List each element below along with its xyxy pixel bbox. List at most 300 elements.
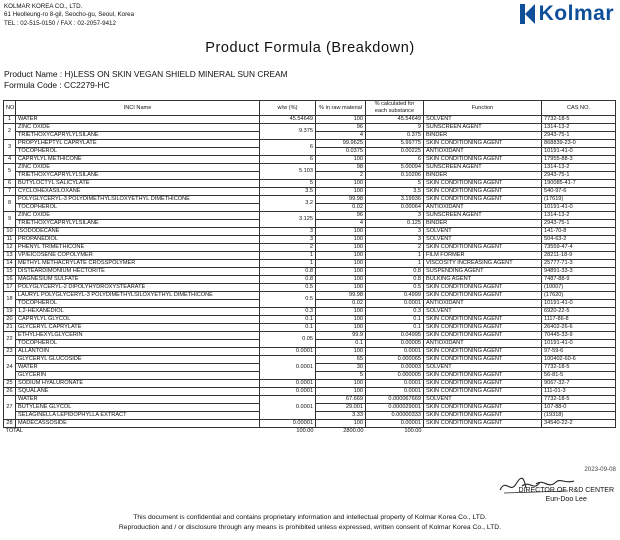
inci-name-cell: SODIUM HYALURONATE	[16, 380, 260, 388]
cas-cell: 111-01-3	[542, 388, 616, 396]
signature-block	[518, 486, 614, 504]
ww-cell: 45.54649	[260, 116, 316, 124]
formula-code: Formula Code : CC2279-HC	[4, 79, 110, 90]
table-body	[4, 116, 616, 436]
table-row	[4, 356, 616, 364]
calc-percent-cell: 0.4999	[366, 292, 424, 300]
table-row	[4, 236, 616, 244]
function-cell: SKIN CONDITIONING AGENT	[424, 180, 542, 188]
calc-percent-cell: 9	[366, 124, 424, 132]
ww-cell: 0.0001	[260, 356, 316, 380]
cas-cell: 6920-22-5	[542, 308, 616, 316]
confidentiality-footer	[0, 513, 620, 533]
function-cell: SKIN CONDITIONING AGENT	[424, 372, 542, 380]
kolmar-logo-icon	[520, 4, 535, 24]
cas-cell: 94891-33-3	[542, 268, 616, 276]
cas-cell: 2943-75-1	[542, 132, 616, 140]
cas-cell: 100402-60-6	[542, 356, 616, 364]
director-title: DIRECTOR OF R&D CENTER	[518, 487, 614, 494]
raw-percent-cell: 100	[316, 284, 366, 292]
inci-name-cell: GLYCERYL CAPRYLATE	[16, 324, 260, 332]
product-name: Product Name : H)LESS ON SKIN VEGAN SHIELD MINERAL SUN CREAM	[4, 69, 288, 79]
inci-name-cell: VP/EICOSENE COPOLYMER	[16, 252, 260, 260]
cas-cell: 2943-75-1	[542, 220, 616, 228]
col-cas: CAS NO.	[542, 101, 616, 116]
function-cell: SUNSCREEN AGENT	[424, 164, 542, 172]
table-row	[4, 420, 616, 428]
raw-percent-cell: 100	[316, 348, 366, 356]
ww-cell: 5.103	[260, 164, 316, 180]
cas-cell: (17620)	[542, 292, 616, 300]
row-no: 5	[4, 164, 16, 180]
inci-name-cell: WATER	[16, 364, 260, 372]
table-row	[4, 348, 616, 356]
calc-percent-cell: 0.00000333	[366, 412, 424, 420]
row-no: 19	[4, 308, 16, 316]
cas-cell: 7487-88-9	[542, 276, 616, 284]
calc-percent-cell: 3.19936	[366, 196, 424, 204]
cas-cell: 34540-22-2	[542, 420, 616, 428]
total-row	[4, 428, 616, 436]
inci-name-cell: SELAGINELLA LEPIDOPHYLLA EXTRACT	[16, 412, 260, 420]
function-cell: SKIN CONDITIONING AGENT	[424, 316, 542, 324]
calc-percent-cell: 0.8	[366, 276, 424, 284]
function-cell: SKIN CONDITIONING AGENT	[424, 324, 542, 332]
table-row	[4, 292, 616, 300]
ww-cell: 0.1	[260, 324, 316, 332]
cas-cell: (19318)	[542, 412, 616, 420]
total-ww: 100.00	[296, 428, 314, 435]
inci-name-cell: POLYGLYCERYL-3 POLYDIMETHYLSILOXYETHYL DIMETHICONE	[16, 196, 260, 204]
calc-percent-cell: 0.000065	[366, 356, 424, 364]
ww-cell: 6	[260, 156, 316, 164]
calc-percent-cell: 0.375	[366, 132, 424, 140]
function-cell: VISCOSITY INCREASING AGENT	[424, 260, 542, 268]
function-cell: BINDER	[424, 220, 542, 228]
raw-percent-cell: 4	[316, 220, 366, 228]
row-no: 17	[4, 284, 16, 292]
total-empty	[424, 428, 616, 436]
calc-percent-cell: 0.8	[366, 268, 424, 276]
table-row	[4, 324, 616, 332]
inci-name-cell: ISODODECANE	[16, 228, 260, 236]
cas-cell: 2943-75-1	[542, 172, 616, 180]
row-no: 28	[4, 420, 16, 428]
raw-percent-cell: 99.9625	[316, 140, 366, 148]
inci-name-cell: ALLANTOIN	[16, 348, 260, 356]
inci-name-cell: PHENYL TRIMETHICONE	[16, 244, 260, 252]
row-no: 2	[4, 124, 16, 140]
ww-cell: 0.3	[260, 308, 316, 316]
raw-percent-cell: 0.02	[316, 300, 366, 308]
function-cell: SKIN CONDITIONING AGENT	[424, 404, 542, 412]
raw-percent-cell: 29.001	[316, 404, 366, 412]
inci-name-cell: TOCOPHEROL	[16, 300, 260, 308]
raw-percent-cell: 2	[316, 172, 366, 180]
director-name: Eun-Doo Lee	[545, 496, 587, 503]
function-cell: SOLVENT	[424, 364, 542, 372]
calc-percent-cell: 3	[366, 212, 424, 220]
inci-name-cell: TRIETHOXYCAPRYLYLSILANE	[16, 172, 260, 180]
calc-percent-cell: 3	[366, 228, 424, 236]
cas-cell: 10191-41-0	[542, 340, 616, 348]
calc-percent-cell: 5.99775	[366, 140, 424, 148]
function-cell: BULKING AGENT	[424, 276, 542, 284]
page-title: Product Formula (Breakdown)	[205, 40, 415, 56]
ww-cell: 0.05	[260, 332, 316, 348]
function-cell: SKIN CONDITIONING AGENT	[424, 188, 542, 196]
inci-name-cell: PROPANEDIOL	[16, 236, 260, 244]
function-cell: SUSPENDING AGENT	[424, 268, 542, 276]
cas-cell: (17619)	[542, 196, 616, 204]
calc-percent-cell: 0.04995	[366, 332, 424, 340]
cas-cell: 1314-13-2	[542, 164, 616, 172]
calc-percent-cell: 0.00005	[366, 340, 424, 348]
footer-line-2: Reproduction and / or disclosure through any means is prohibited unless expressed, written consent of Kolmar Korea Co., LTD.	[118, 524, 502, 531]
table-row	[4, 164, 616, 172]
calc-percent-cell: 0.1	[366, 324, 424, 332]
cas-cell: 1117-86-8	[542, 316, 616, 324]
function-cell: SKIN CONDITIONING AGENT	[424, 412, 542, 420]
ww-cell: 0.1	[260, 316, 316, 324]
ww-cell: 0.00001	[260, 420, 316, 428]
table-row	[4, 396, 616, 404]
function-cell: SKIN CONDITIONING AGENT	[424, 244, 542, 252]
raw-percent-cell: 100	[316, 156, 366, 164]
ww-cell: 0.0001	[260, 388, 316, 396]
calc-percent-cell: 0.125	[366, 220, 424, 228]
total-label: TOTAL	[5, 428, 24, 435]
row-no: 24	[4, 356, 16, 380]
raw-percent-cell: 100	[316, 252, 366, 260]
inci-name-cell: WATER	[16, 116, 260, 124]
ww-cell: 0.5	[260, 292, 316, 308]
raw-percent-cell: 100	[316, 116, 366, 124]
table-row	[4, 308, 616, 316]
inci-name-cell: TOCOPHEROL	[16, 204, 260, 212]
raw-percent-cell: 100	[316, 228, 366, 236]
inci-name-cell: CAPRYLYL GLYCOL	[16, 316, 260, 324]
function-cell: ANTIOXIDANT	[424, 148, 542, 156]
cas-cell: 9067-32-7	[542, 380, 616, 388]
ww-cell: 3	[260, 236, 316, 244]
raw-percent-cell: 100	[316, 244, 366, 252]
inci-name-cell: POLYGLYCERYL-2 DIPOLYHYDROXYSTEARATE	[16, 284, 260, 292]
calc-percent-cell: 3	[366, 236, 424, 244]
inci-name-cell: ETHYLHEXYLGLYCERIN	[16, 332, 260, 340]
cas-cell: 7732-18-5	[542, 116, 616, 124]
inci-name-cell: TOCOPHEROL	[16, 340, 260, 348]
row-no: 18	[4, 292, 16, 308]
table-row	[4, 260, 616, 268]
company-contact: TEL : 02-515-0150 / FAX : 02-2057-9412	[4, 19, 116, 27]
table-row	[4, 268, 616, 276]
inci-name-cell: DISTEARDIMONIUM HECTORITE	[16, 268, 260, 276]
cas-cell: 10191-41-0	[542, 148, 616, 156]
inci-name-cell: TRIETHOXYCAPRYLYLSILANE	[16, 132, 260, 140]
calc-percent-cell: 2	[366, 244, 424, 252]
function-cell: SOLVENT	[424, 396, 542, 404]
cas-cell: 504-63-2	[542, 236, 616, 244]
raw-percent-cell: 0.0375	[316, 148, 366, 156]
function-cell: SKIN CONDITIONING AGENT	[424, 140, 542, 148]
calc-percent-cell: 0.00225	[366, 148, 424, 156]
row-no: 8	[4, 196, 16, 212]
row-no: 20	[4, 316, 16, 324]
cas-cell: 7732-18-5	[542, 396, 616, 404]
footer-line-1: This document is confidential and contains proprietary information and intellectual property of Kolmar Korea Co., LTD.	[133, 514, 487, 521]
inci-name-cell: ZINC OXIDE	[16, 212, 260, 220]
function-cell: SKIN CONDITIONING AGENT	[424, 196, 542, 204]
col-calc: % calculated for each substance	[366, 101, 424, 116]
cas-cell: 190085-41-7	[542, 180, 616, 188]
raw-percent-cell: 0.1	[316, 340, 366, 348]
function-cell: SKIN CONDITIONING AGENT	[424, 292, 542, 300]
raw-percent-cell: 100	[316, 380, 366, 388]
row-no: 26	[4, 388, 16, 396]
ww-cell: 3.125	[260, 212, 316, 228]
cas-cell: 26402-26-6	[542, 324, 616, 332]
calc-percent-cell: 0.00064	[366, 204, 424, 212]
cas-cell: 1314-13-2	[542, 212, 616, 220]
table-header-row	[4, 101, 616, 116]
function-cell: SKIN CONDITIONING AGENT	[424, 388, 542, 396]
calc-percent-cell: 1	[366, 260, 424, 268]
inci-name-cell: SQUALANE	[16, 388, 260, 396]
raw-percent-cell: 65	[316, 356, 366, 364]
col-no: NO	[4, 101, 16, 116]
row-no: 14	[4, 260, 16, 268]
company-name: KOLMAR KOREA CO., LTD.	[4, 3, 83, 10]
function-cell: SOLVENT	[424, 236, 542, 244]
cas-cell: 107-88-0	[542, 404, 616, 412]
row-no: 3	[4, 140, 16, 156]
table-row	[4, 252, 616, 260]
calc-percent-cell: 0.0001	[366, 348, 424, 356]
table-row	[4, 196, 616, 204]
cas-cell: 1314-13-2	[542, 124, 616, 132]
row-no: 4	[4, 156, 16, 164]
calc-percent-cell: 1	[366, 252, 424, 260]
function-cell: BINDER	[424, 132, 542, 140]
cas-cell: 10191-41-0	[542, 204, 616, 212]
table-row	[4, 188, 616, 196]
inci-name-cell: GLYCERYL GLUCOSIDE	[16, 356, 260, 364]
raw-percent-cell: 67.669	[316, 396, 366, 404]
row-no: 16	[4, 276, 16, 284]
calc-percent-cell: 0.000067669	[366, 396, 424, 404]
ww-cell: 9.375	[260, 124, 316, 140]
calc-percent-cell: 0.10206	[366, 172, 424, 180]
table-row	[4, 124, 616, 132]
calc-percent-cell: 0.000029001	[366, 404, 424, 412]
inci-name-cell: ZINC OXIDE	[16, 164, 260, 172]
calc-percent-cell: 0.00001	[366, 420, 424, 428]
row-no: 12	[4, 244, 16, 252]
calc-percent-cell: 45.54649	[366, 116, 424, 124]
inci-name-cell: GLYCERIN	[16, 372, 260, 380]
table-row	[4, 140, 616, 148]
raw-percent-cell: 100	[316, 268, 366, 276]
row-no: 25	[4, 380, 16, 388]
cas-cell: 10191-41-0	[542, 300, 616, 308]
table-row	[4, 212, 616, 220]
table-row	[4, 332, 616, 340]
inci-name-cell: TOCOPHEROL	[16, 148, 260, 156]
cas-cell: 868839-23-0	[542, 140, 616, 148]
formula-table	[3, 100, 616, 435]
raw-percent-cell: 99.98	[316, 196, 366, 204]
function-cell: SUNSCREEN AGENT	[424, 212, 542, 220]
table-row	[4, 116, 616, 124]
function-cell: SKIN CONDITIONING AGENT	[424, 356, 542, 364]
inci-name-cell: BUTYLENE GLYCOL	[16, 404, 260, 412]
function-cell: SKIN CONDITIONING AGENT	[424, 284, 542, 292]
raw-percent-cell: 98	[316, 164, 366, 172]
row-no: 11	[4, 236, 16, 244]
raw-percent-cell: 5	[316, 372, 366, 380]
inci-name-cell: 1,2-HEXANEDIOL	[16, 308, 260, 316]
col-ww: w/w (%)	[260, 101, 316, 116]
row-no: 15	[4, 268, 16, 276]
cas-cell: 17955-88-3	[542, 156, 616, 164]
cas-cell: 56-81-5	[542, 372, 616, 380]
calc-percent-cell: 0.0001	[366, 388, 424, 396]
raw-percent-cell: 4	[316, 132, 366, 140]
ww-cell: 2	[260, 244, 316, 252]
calc-percent-cell: 0.0001	[366, 300, 424, 308]
function-cell: SKIN CONDITIONING AGENT	[424, 420, 542, 428]
function-cell: ANTIOXIDANT	[424, 300, 542, 308]
raw-percent-cell: 100	[316, 308, 366, 316]
raw-percent-cell: 99.9	[316, 332, 366, 340]
function-cell: SKIN CONDITIONING AGENT	[424, 348, 542, 356]
ww-cell: 0.8	[260, 276, 316, 284]
table-row	[4, 316, 616, 324]
raw-percent-cell: 30	[316, 364, 366, 372]
ww-cell: 3	[260, 228, 316, 236]
row-no: 10	[4, 228, 16, 236]
ww-cell: 0.0001	[260, 396, 316, 420]
function-cell: FILM FORMER	[424, 252, 542, 260]
ww-cell: 1	[260, 252, 316, 260]
table-row	[4, 180, 616, 188]
col-function: Function	[424, 101, 542, 116]
calc-percent-cell: 0.1	[366, 316, 424, 324]
function-cell: SKIN CONDITIONING AGENT	[424, 380, 542, 388]
raw-percent-cell: 100	[316, 324, 366, 332]
inci-name-cell: MAGNESIUM SULFATE	[16, 276, 260, 284]
company-address: 61 Heolleung-ro 8-gil, Seocho-gu, Seoul, Korea	[4, 11, 135, 19]
calc-percent-cell: 5.00094	[366, 164, 424, 172]
table-row	[4, 228, 616, 236]
inci-name-cell: PROPYLHEPTYL CAPRYLATE	[16, 140, 260, 148]
function-cell: SUNSCREEN AGENT	[424, 124, 542, 132]
cas-cell: 540-97-6	[542, 188, 616, 196]
calc-percent-cell: 0.00003	[366, 364, 424, 372]
inci-name-cell: BUTYLOCTYL SALICYLATE	[16, 180, 260, 188]
ww-cell: 0.0001	[260, 380, 316, 388]
inci-name-cell: METHYL METHACRYLATE CROSSPOLYMER	[16, 260, 260, 268]
row-no: 27	[4, 396, 16, 420]
cas-cell: 73559-47-4	[542, 244, 616, 252]
document-date: 2023-09-08	[584, 466, 616, 473]
calc-percent-cell: 3.5	[366, 188, 424, 196]
calc-percent-cell: 0.0001	[366, 380, 424, 388]
table-row	[4, 284, 616, 292]
function-cell: BINDER	[424, 172, 542, 180]
raw-percent-cell: 100	[316, 316, 366, 324]
raw-percent-cell: 100	[316, 188, 366, 196]
inci-name-cell: MADECASSOSIDE	[16, 420, 260, 428]
calc-percent-cell: 5	[366, 180, 424, 188]
ww-cell: 5	[260, 180, 316, 188]
inci-name-cell: TRIETHOXYCAPRYLYLSILANE	[16, 220, 260, 228]
ww-cell: 0.5	[260, 284, 316, 292]
raw-percent-cell: 96	[316, 212, 366, 220]
col-raw: % in raw material	[316, 101, 366, 116]
row-no: 1	[4, 116, 16, 124]
company-info	[4, 3, 134, 28]
row-no: 9	[4, 212, 16, 228]
row-no: 7	[4, 188, 16, 196]
function-cell: SOLVENT	[424, 116, 542, 124]
table-row	[4, 244, 616, 252]
raw-percent-cell: 3.33	[316, 412, 366, 420]
ww-cell: 3.5	[260, 188, 316, 196]
col-inci-name: INCI Name	[16, 101, 260, 116]
inci-name-cell: LAURYL POLYGLYCERYL-3 POLYDIMETHYLSILOXYETHYL DIMETHICONE	[16, 292, 260, 300]
ww-cell: 1	[260, 260, 316, 268]
raw-percent-cell: 100	[316, 420, 366, 428]
raw-percent-cell: 0.02	[316, 204, 366, 212]
calc-percent-cell: 0.000005	[366, 372, 424, 380]
cas-cell: 70445-33-9	[542, 332, 616, 340]
calc-percent-cell: 0.5	[366, 284, 424, 292]
kolmar-logo	[520, 2, 614, 26]
ww-cell: 0.0001	[260, 348, 316, 356]
function-cell: SKIN CONDITIONING AGENT	[424, 332, 542, 340]
inci-name-cell: ZINC OXIDE	[16, 124, 260, 132]
total-calc: 100.00	[404, 428, 422, 435]
cas-cell: 97-59-6	[542, 348, 616, 356]
raw-percent-cell: 100	[316, 260, 366, 268]
function-cell: SOLVENT	[424, 308, 542, 316]
row-no: 13	[4, 252, 16, 260]
product-meta	[4, 69, 288, 90]
raw-percent-cell: 100	[316, 276, 366, 284]
raw-percent-cell: 100	[316, 388, 366, 396]
row-no: 21	[4, 324, 16, 332]
inci-name-cell: WATER	[16, 396, 260, 404]
table-row	[4, 276, 616, 284]
ww-cell: 0.8	[260, 268, 316, 276]
cas-cell: 141-70-8	[542, 228, 616, 236]
logo-text: Kolmar	[538, 2, 614, 25]
raw-percent-cell: 100	[316, 180, 366, 188]
ww-cell: 3.2	[260, 196, 316, 212]
function-cell: SKIN CONDITIONING AGENT	[424, 156, 542, 164]
ww-cell: 6	[260, 140, 316, 156]
row-no: 22	[4, 332, 16, 348]
table-row	[4, 156, 616, 164]
inci-name-cell: CYCLOHEXASILOXANE	[16, 188, 260, 196]
row-no: 23	[4, 348, 16, 356]
raw-percent-cell: 96	[316, 124, 366, 132]
cas-cell: 25777-71-3	[542, 260, 616, 268]
cas-cell: 28211-18-9	[542, 252, 616, 260]
function-cell: SOLVENT	[424, 228, 542, 236]
